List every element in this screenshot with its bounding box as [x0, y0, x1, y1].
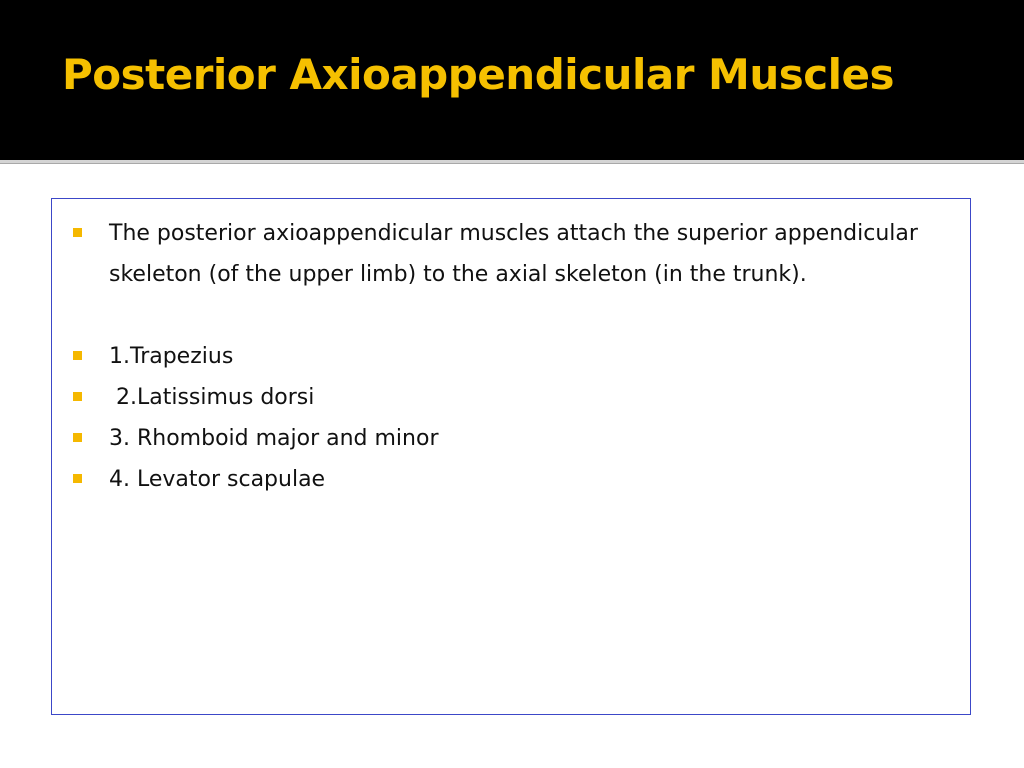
square-bullet-icon: [73, 351, 82, 360]
square-bullet-icon: [73, 392, 82, 401]
bullet-item-latissimus-dorsi: [52, 377, 970, 418]
bullet-item-trapezius: [52, 336, 970, 377]
list-spacer: [52, 295, 970, 336]
bullet-text: 2.Latissimus dorsi: [109, 385, 315, 410]
bullet-text: The posterior axioappendicular muscles attach the superior appendicular skeleton (of the upper limb) to the axial skeleton (in the trunk).: [109, 221, 925, 287]
title-bar: [0, 0, 1024, 160]
bullet-item-levator-scapulae: [52, 459, 970, 500]
bullet-item-rhomboid: [52, 418, 970, 459]
bullet-text: 4. Levator scapulae: [109, 467, 326, 492]
square-bullet-icon: [73, 228, 82, 237]
title-divider: [0, 160, 1024, 164]
square-bullet-icon: [73, 474, 82, 483]
bullet-text: 1.Trapezius: [109, 344, 234, 369]
bullet-list: [52, 213, 970, 500]
square-bullet-icon: [73, 433, 82, 442]
content-box: [51, 198, 971, 715]
bullet-item-intro: [52, 213, 970, 295]
bullet-text: 3. Rhomboid major and minor: [109, 426, 439, 451]
slide-title: Posterior Axioappendicular Muscles: [62, 50, 895, 99]
